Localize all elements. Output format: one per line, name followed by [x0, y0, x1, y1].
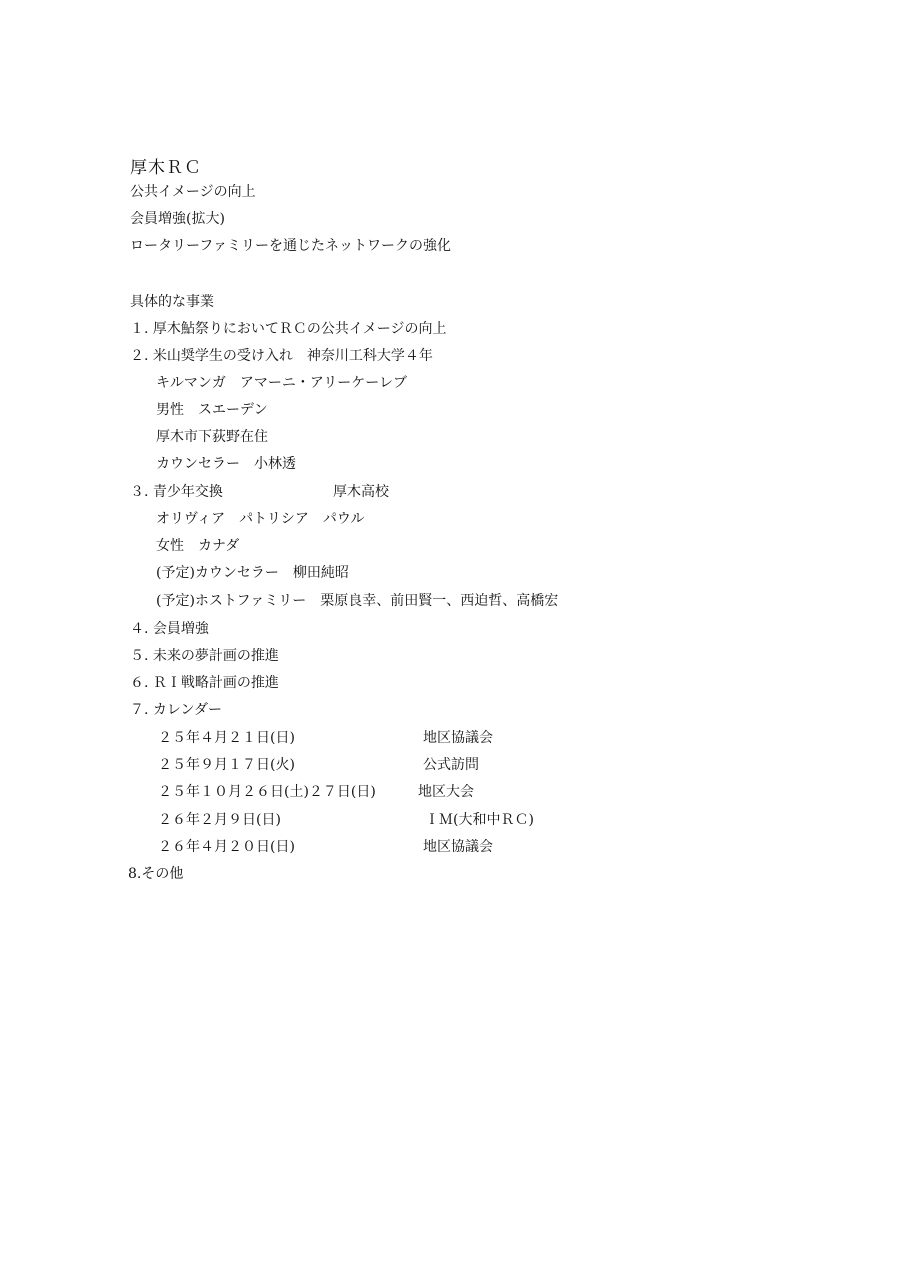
item-3: ３. 青少年交換: [130, 484, 223, 500]
calendar-event: 地区協議会: [423, 839, 493, 855]
calendar-date: ２６年２月９日(日): [158, 812, 281, 828]
item-1: １. 厚木鮎祭りにおいてＲＣの公共イメージの向上: [130, 321, 447, 337]
calendar-date: ２５年１０月２６日(土)２７日(日): [158, 784, 376, 800]
item-2-gender: 男性 スエーデン: [156, 402, 268, 418]
calendar-date: ２５年９月１７日(火): [158, 757, 295, 773]
item-2-name: キルマンガ アマーニ・アリーケーレブ: [156, 375, 408, 391]
goal-network: ロータリーファミリーを通じたネットワークの強化: [130, 238, 452, 254]
item-6: ６. ＲＩ戦略計画の推進: [130, 675, 279, 691]
item-8: 8.その他: [128, 866, 184, 882]
goal-public-image: 公共イメージの向上: [130, 184, 256, 200]
item-2-residence: 厚木市下荻野在住: [156, 429, 268, 445]
item-3-host-family: (予定)ホストファミリー 栗原良幸、前田賢一、西迫哲、高橋宏: [156, 593, 559, 609]
item-2-counselor: カウンセラー 小林透: [156, 456, 296, 472]
calendar-event: 地区協議会: [423, 730, 493, 746]
item-7: ７. カレンダー: [130, 702, 222, 718]
item-2: ２. 米山奨学生の受け入れ 神奈川工科大学４年: [130, 348, 433, 364]
goal-membership: 会員増強(拡大): [130, 211, 225, 227]
item-3-name: オリヴィア パトリシア パウル: [156, 511, 365, 527]
item-3-school: 厚木高校: [333, 484, 389, 500]
club-title: 厚木ＲＣ: [130, 158, 202, 178]
calendar-date: ２６年４月２０日(日): [158, 839, 295, 855]
section-heading: 具体的な事業: [130, 294, 214, 310]
item-5: ５. 未来の夢計画の推進: [130, 648, 279, 664]
calendar-date: ２５年４月２１日(日): [158, 730, 295, 746]
item-3-gender: 女性 カナダ: [156, 538, 240, 554]
item-3-counselor: (予定)カウンセラー 柳田純昭: [156, 565, 349, 581]
item-4: ４. 会員増強: [130, 621, 209, 637]
calendar-event: 公式訪問: [423, 757, 479, 773]
calendar-event: ＩＭ(大和中ＲＣ): [425, 812, 534, 828]
calendar-event: 地区大会: [418, 784, 474, 800]
